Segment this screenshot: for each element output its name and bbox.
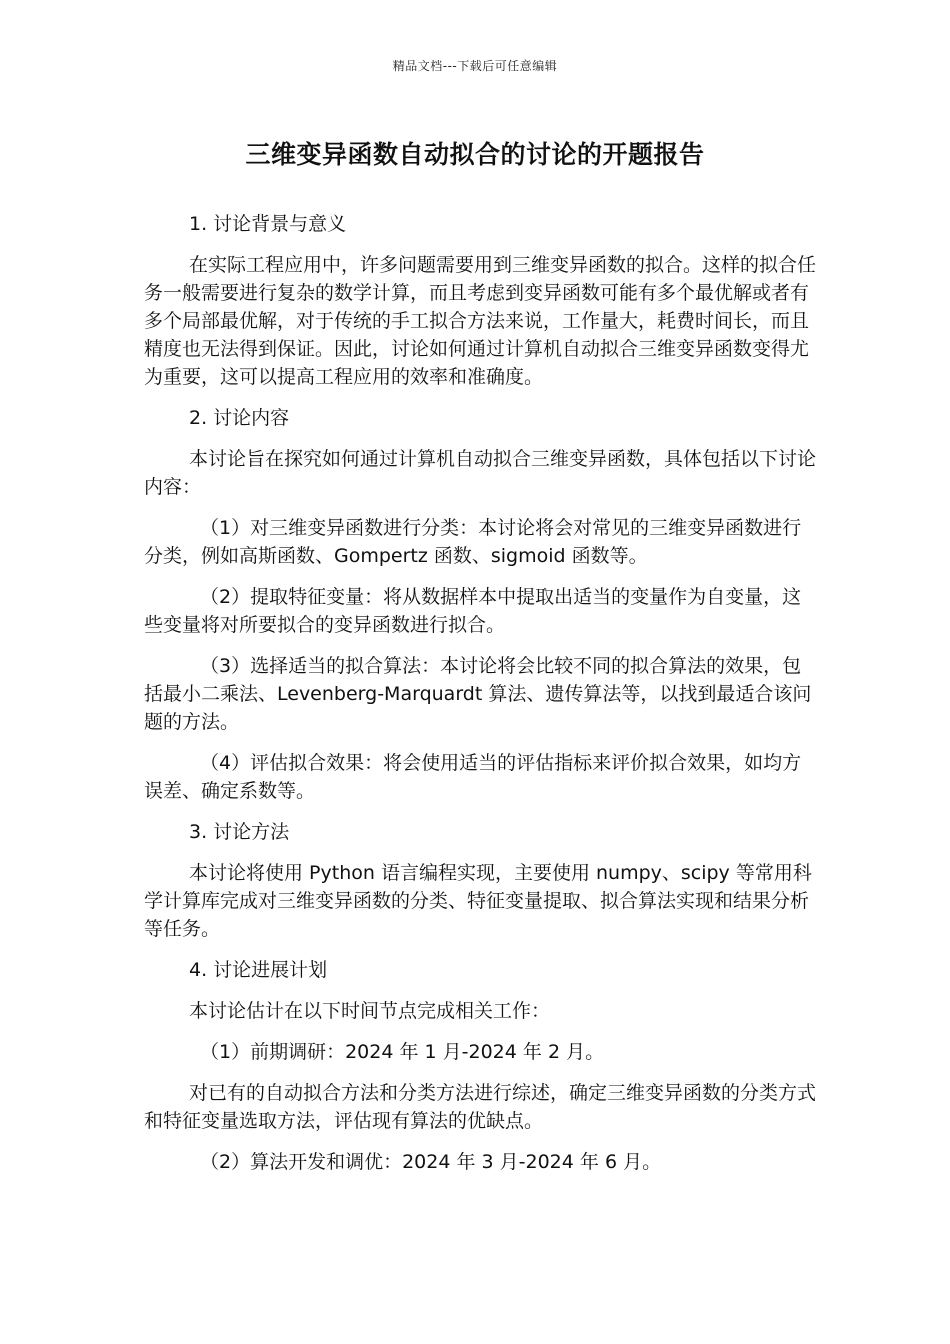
paragraph-background: 在实际工程应用中，许多问题需要用到三维变异函数的拟合。这样的拟合任务一般需要进行复杂的数学计算，而且考虑到变异函数可能有多个最优解或者有多个局部最优解，对于传统的手工拟合方法来说，工作量大，耗费时间长，而且精度也无法得到保证。因此，讨论如何通过计算机自动拟合三维变异函数变得尤为重要，这可以提高工程应用的效率和准确度。 <box>144 254 817 388</box>
page-header-note: 精品文档---下载后可任意编辑 <box>392 59 558 73</box>
list-item-research-phase: （1）前期调研：2024 年 1 月-2024 年 2 月。 <box>200 1041 605 1063</box>
section-heading-content: 2. 讨论内容 <box>189 407 290 429</box>
section-heading-method: 3. 讨论方法 <box>189 821 290 843</box>
list-item-algorithm-selection: （3）选择适当的拟合算法：本讨论将会比较不同的拟合算法的效果，包括最小二乘法、Levenberg-Marquardt 算法、遗传算法等，以找到最适合该问题的方法。 <box>144 655 812 733</box>
document-title: 三维变异函数自动拟合的讨论的开题报告 <box>245 140 705 169</box>
list-item-feature-extraction: （2）提取特征变量：将从数据样本中提取出适当的变量作为自变量，这些变量将对所要拟合的变异函数进行拟合。 <box>144 586 802 636</box>
section-heading-background: 1. 讨论背景与意义 <box>189 213 347 235</box>
list-item-classification: （1）对三维变异函数进行分类：本讨论将会对常见的三维变异函数进行分类，例如高斯函数、Gompertz 函数、sigmoid 函数等。 <box>144 517 802 567</box>
paragraph-research-phase-desc: 对已有的自动拟合方法和分类方法进行综述，确定三维变异函数的分类方式和特征变量选取方法，评估现有算法的优缺点。 <box>144 1082 817 1132</box>
paragraph-schedule-intro: 本讨论估计在以下时间节点完成相关工作： <box>189 1000 551 1022</box>
paragraph-content-intro: 本讨论旨在探究如何通过计算机自动拟合三维变异函数，具体包括以下讨论内容： <box>144 448 817 498</box>
list-item-development-phase: （2）算法开发和调优：2024 年 3 月-2024 年 6 月。 <box>200 1151 662 1173</box>
document-body <box>144 210 816 1189</box>
section-heading-schedule: 4. 讨论进展计划 <box>189 959 328 981</box>
paragraph-method: 本讨论将使用 Python 语言编程实现，主要使用 numpy、scipy 等常用科学计算库完成对三维变异函数的分类、特征变量提取、拟合算法实现和结果分析等任务。 <box>144 862 812 940</box>
list-item-evaluation: （4）评估拟合效果：将会使用适当的评估指标来评价拟合效果，如均方误差、确定系数等。 <box>144 752 802 802</box>
